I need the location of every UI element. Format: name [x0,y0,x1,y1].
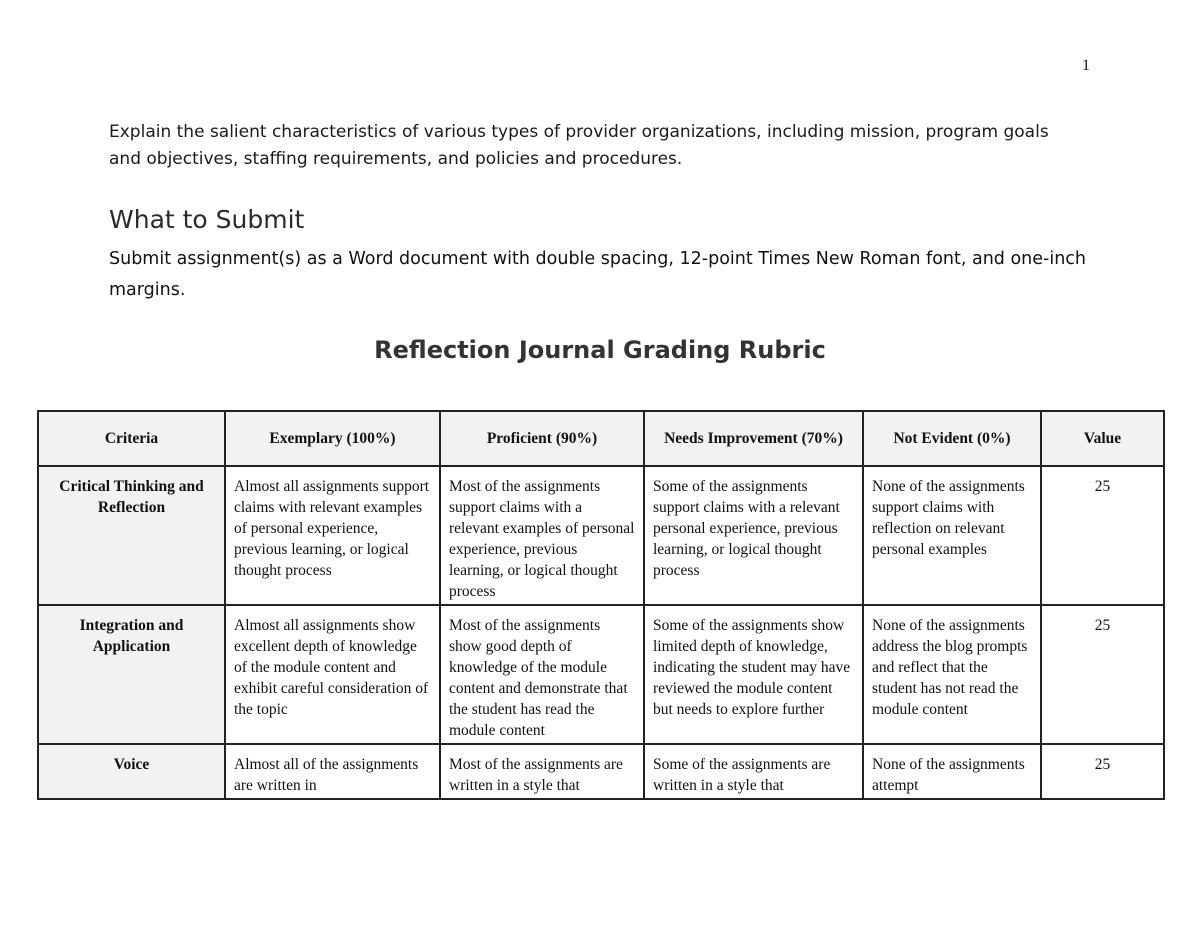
intro-paragraph: Explain the salient characteristics of various types of provider organizations, including mission, program goals and objectives, staffing requirements, and policies and procedures. [109,122,1049,169]
not-evident-cell: None of the assignments address the blog prompts and reflect that the student has not read the module content [863,605,1041,744]
header-value: Value [1041,411,1164,466]
exemplary-text: Almost all of the assignments are written in [234,756,419,794]
header-proficient: Proficient (90%) [440,411,644,466]
criteria-cell: Critical Thinking and Reflection [38,466,225,605]
proficient-cell [440,744,644,799]
page-number: 1 [1082,57,1090,74]
proficient-text: Most of the assignments are written in a style that [449,756,623,794]
value-cell: 25 [1041,466,1164,605]
needs-improvement-text: Some of the assignments are written in a style that [653,756,831,794]
rubric-header-row [38,411,1164,466]
value-cell [1041,744,1164,799]
table-row [38,744,1164,799]
not-evident-text: None of the assignments attempt [872,756,1025,794]
exemplary-cell: Almost all assignments show excellent depth of knowledge of the module content and exhibit careful consideration of the topic [225,605,440,744]
criteria-cell [38,744,225,799]
needs-improvement-cell: Some of the assignments support claims with a relevant personal experience, previous learning, or logical thought process [644,466,863,605]
submit-instructions: Submit assignment(s) as a Word document with double spacing, 12-point Times New Roman font, and one-inch margins. [109,249,1087,300]
header-exemplary: Exemplary (100%) [225,411,440,466]
proficient-cell: Most of the assignments support claims with a relevant examples of personal experience, previous learning, or logical thought process [440,466,644,605]
needs-improvement-cell: Some of the assignments show limited depth of knowledge, indicating the student may have reviewed the module content but needs to explore further [644,605,863,744]
exemplary-cell: Almost all assignments support claims with relevant examples of personal experience, previous learning, or logical thought process [225,466,440,605]
grading-rubric-table [37,410,1165,800]
header-needs-improvement: Needs Improvement (70%) [644,411,863,466]
criteria-cell: Integration and Application [38,605,225,744]
value-text: 25 [1094,756,1111,773]
exemplary-cell [225,744,440,799]
not-evident-cell: None of the assignments support claims with reflection on relevant personal examples [863,466,1041,605]
value-cell: 25 [1041,605,1164,744]
table-row [38,605,1164,744]
proficient-cell: Most of the assignments show good depth of knowledge of the module content and demonstrate that the student has read the module content [440,605,644,744]
header-criteria: Criteria [38,411,225,466]
criteria-text: Voice [113,756,150,773]
rubric-title: Reflection Journal Grading Rubric [374,336,826,364]
table-row [38,466,1164,605]
header-not-evident: Not Evident (0%) [863,411,1041,466]
needs-improvement-cell [644,744,863,799]
what-to-submit-heading: What to Submit [109,205,305,234]
not-evident-cell [863,744,1041,799]
